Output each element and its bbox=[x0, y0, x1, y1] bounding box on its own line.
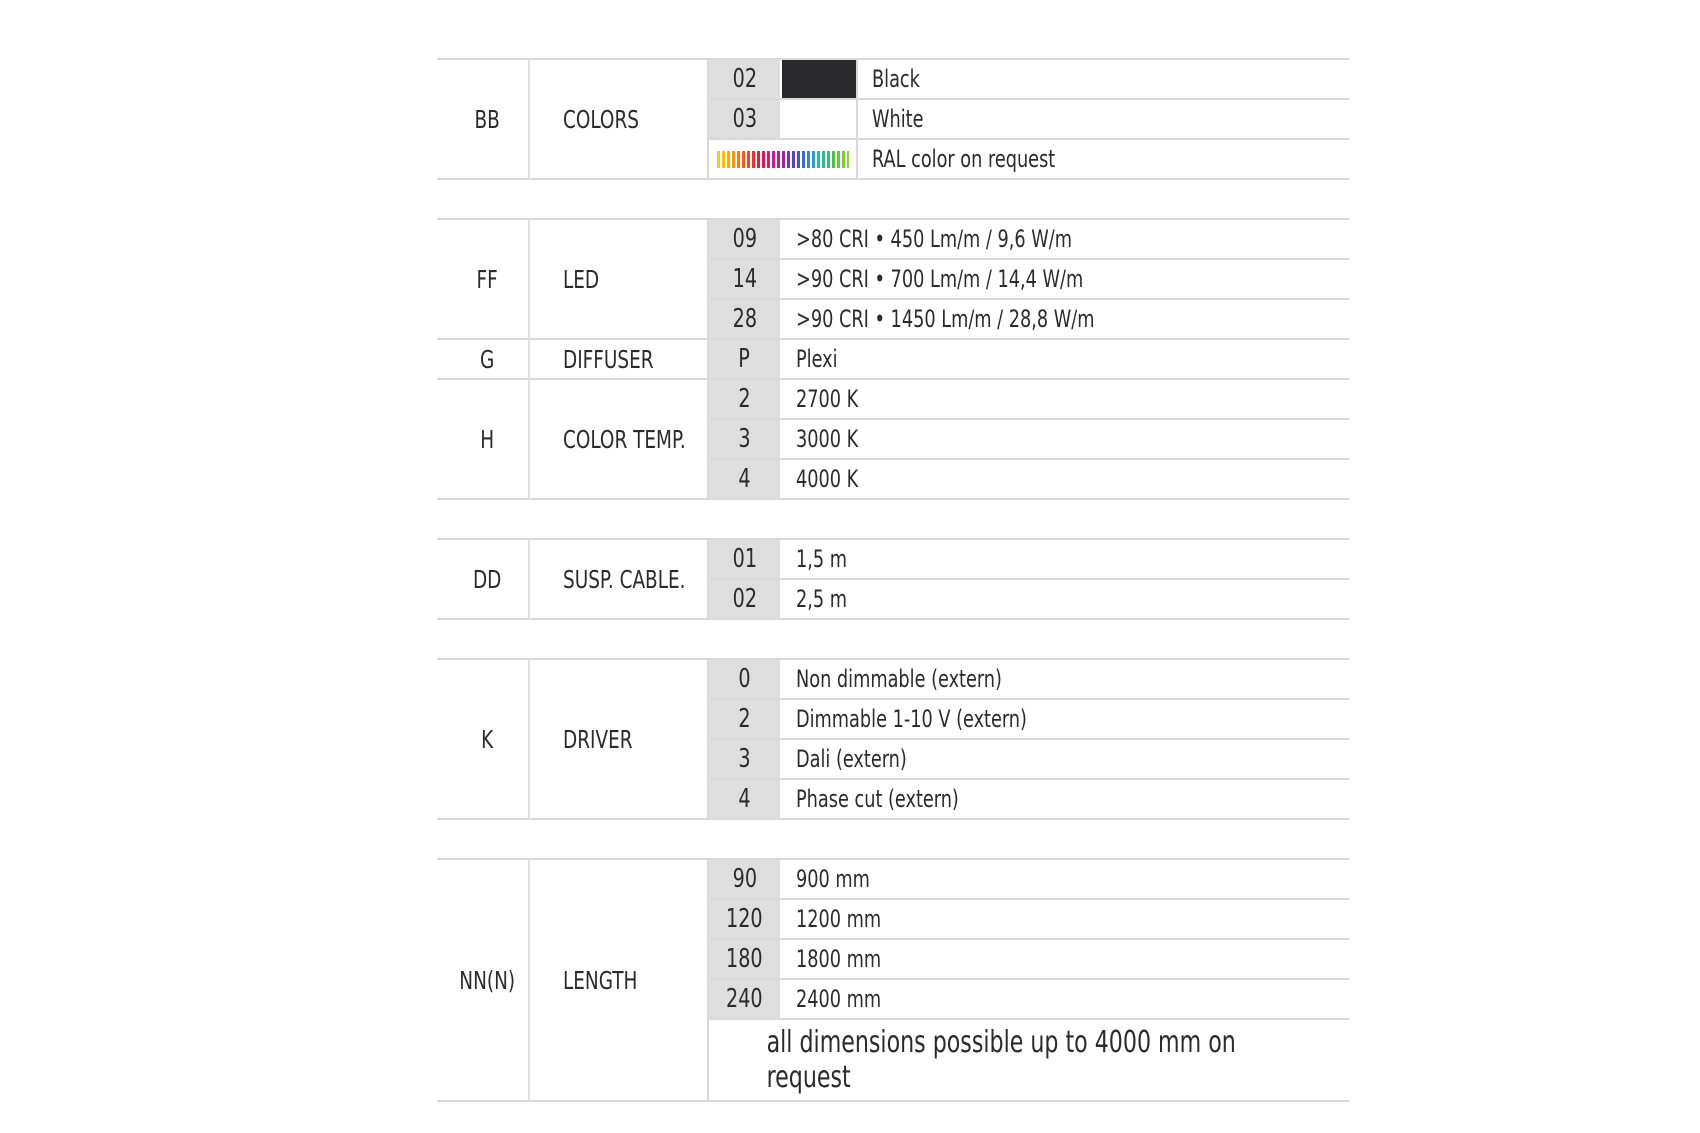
spec-table bbox=[437, 58, 1349, 1102]
option-desc: 1,5 m bbox=[796, 545, 848, 573]
section-length bbox=[437, 860, 1349, 1100]
option-code: 09 bbox=[709, 220, 782, 258]
option-row bbox=[709, 938, 1349, 978]
option-code: 01 bbox=[709, 540, 782, 578]
option-row bbox=[709, 738, 1349, 778]
option-code: 02 bbox=[709, 580, 782, 618]
option-row bbox=[709, 578, 1349, 618]
option-code: 2 bbox=[709, 380, 782, 418]
section-code: FF bbox=[446, 220, 530, 338]
option-code: 28 bbox=[709, 300, 782, 338]
option-desc: 2,5 m bbox=[796, 585, 848, 613]
section-driver bbox=[437, 660, 1349, 818]
ral-rainbow-swatch bbox=[709, 140, 858, 178]
option-code: 120 bbox=[709, 900, 782, 938]
black-swatch bbox=[782, 60, 858, 98]
option-row bbox=[709, 60, 1349, 98]
option-desc: Dimmable 1-10 V (extern) bbox=[796, 705, 1027, 733]
options-list bbox=[709, 340, 1349, 378]
option-desc: >90 CRI • 700 Lm/m / 14,4 W/m bbox=[796, 265, 1084, 293]
section-label: LED bbox=[539, 220, 709, 338]
option-desc: >90 CRI • 1450 Lm/m / 28,8 W/m bbox=[796, 305, 1095, 333]
option-code: 3 bbox=[709, 740, 782, 778]
options-list bbox=[709, 220, 1349, 338]
option-row bbox=[709, 98, 1349, 138]
option-row bbox=[709, 698, 1349, 738]
section-label: SUSP. CABLE. bbox=[539, 540, 709, 618]
option-desc: White bbox=[872, 105, 924, 133]
option-desc: 2700 K bbox=[796, 385, 859, 413]
section-code: H bbox=[446, 380, 530, 498]
option-desc: Dali (extern) bbox=[796, 745, 907, 773]
option-code: 4 bbox=[709, 460, 782, 498]
group-length bbox=[437, 858, 1349, 1102]
option-code: 14 bbox=[709, 260, 782, 298]
option-row bbox=[709, 898, 1349, 938]
option-desc: 900 mm bbox=[796, 865, 870, 893]
option-row bbox=[709, 380, 1349, 418]
option-desc: 1200 mm bbox=[796, 905, 882, 933]
options-list bbox=[709, 660, 1349, 818]
section-led bbox=[437, 220, 1349, 338]
group-susp-cable bbox=[437, 538, 1349, 620]
option-row bbox=[709, 660, 1349, 698]
option-row bbox=[709, 340, 1349, 378]
section-colors bbox=[437, 60, 1349, 178]
option-code: 02 bbox=[709, 60, 782, 98]
option-code: 2 bbox=[709, 700, 782, 738]
option-row bbox=[709, 860, 1349, 898]
section-label: DRIVER bbox=[539, 660, 709, 818]
group-light bbox=[437, 218, 1349, 500]
option-desc: RAL color on request bbox=[872, 145, 1056, 173]
option-code: 90 bbox=[709, 860, 782, 898]
options-list bbox=[709, 540, 1349, 618]
option-code: 3 bbox=[709, 420, 782, 458]
section-color-temp bbox=[437, 378, 1349, 498]
option-code: 240 bbox=[709, 980, 782, 1018]
option-desc: Phase cut (extern) bbox=[796, 785, 959, 813]
length-note: all dimensions possible up to 4000 mm on request bbox=[709, 1018, 1349, 1100]
option-code: 03 bbox=[709, 100, 782, 138]
option-code: 180 bbox=[709, 940, 782, 978]
section-code: K bbox=[446, 660, 530, 818]
section-label: LENGTH bbox=[539, 860, 709, 1100]
option-row bbox=[709, 418, 1349, 458]
option-desc: >80 CRI • 450 Lm/m / 9,6 W/m bbox=[796, 225, 1072, 253]
option-code: 0 bbox=[709, 660, 782, 698]
option-desc: Plexi bbox=[796, 345, 838, 373]
option-desc: Black bbox=[872, 65, 920, 93]
white-swatch bbox=[782, 100, 858, 138]
option-row bbox=[709, 220, 1349, 258]
section-susp-cable bbox=[437, 540, 1349, 618]
section-code: BB bbox=[446, 60, 530, 178]
options-list bbox=[709, 380, 1349, 498]
option-desc: 1800 mm bbox=[796, 945, 882, 973]
option-row bbox=[709, 138, 1349, 178]
options-list bbox=[709, 60, 1349, 178]
group-colors bbox=[437, 58, 1349, 180]
option-row bbox=[709, 298, 1349, 338]
option-row bbox=[709, 258, 1349, 298]
group-driver bbox=[437, 658, 1349, 820]
section-code: DD bbox=[446, 540, 530, 618]
options-list bbox=[709, 860, 1349, 1100]
option-desc: 3000 K bbox=[796, 425, 859, 453]
option-row bbox=[709, 458, 1349, 498]
section-code: NN(N) bbox=[446, 860, 530, 1100]
section-label: DIFFUSER bbox=[539, 340, 709, 378]
option-desc: 2400 mm bbox=[796, 985, 882, 1013]
option-row bbox=[709, 978, 1349, 1018]
option-desc: 4000 K bbox=[796, 465, 859, 493]
option-row bbox=[709, 778, 1349, 818]
section-label: COLOR TEMP. bbox=[539, 380, 709, 498]
section-label: COLORS bbox=[539, 60, 709, 178]
option-code: P bbox=[709, 340, 782, 378]
option-row bbox=[709, 540, 1349, 578]
section-diffuser bbox=[437, 338, 1349, 378]
section-code: G bbox=[446, 340, 530, 378]
option-code: 4 bbox=[709, 780, 782, 818]
option-desc: Non dimmable (extern) bbox=[796, 665, 1002, 693]
